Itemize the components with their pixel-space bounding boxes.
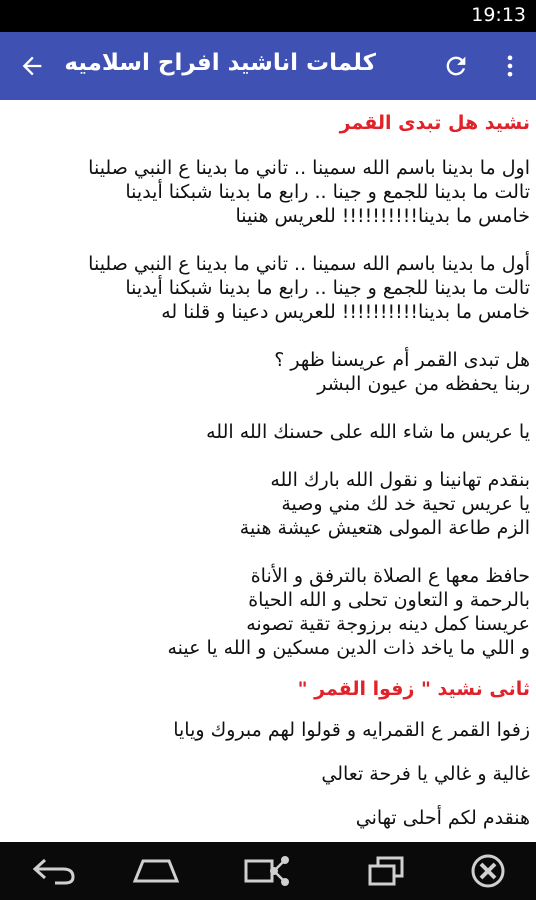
text-line: هنقدم لكم أحلى تهاني [355, 807, 530, 829]
refresh-button[interactable] [432, 42, 480, 90]
more-vert-icon [496, 52, 524, 80]
recents-icon [366, 855, 406, 887]
nav-home-button[interactable] [128, 848, 184, 894]
nav-share-button[interactable] [240, 848, 296, 894]
paragraph [6, 806, 530, 830]
text-line: ربنا يحفظه من عيون البشر [317, 373, 530, 395]
section-heading: ثانى نشيد " زفوا القمر " [297, 678, 530, 700]
nav-back-icon [31, 856, 77, 886]
share-icon [244, 855, 292, 887]
text-line: بنقدم تهانينا و نقول الله بارك الله [270, 469, 530, 491]
text-line: يا عريس تحية خد لك مني وصية [281, 493, 530, 515]
status-bar [0, 0, 536, 32]
content-area[interactable] [0, 100, 536, 842]
nav-home-icon [131, 857, 181, 885]
text-line: عريسنا كمل دينه برزوجة تقية تصونه [246, 613, 530, 635]
navigation-bar [0, 842, 536, 900]
paragraph [6, 252, 530, 324]
text-line: تالت ما بدينا للجمع و جينا .. رابع ما بدينا شبكنا أيدينا [125, 181, 530, 203]
refresh-icon [442, 52, 470, 80]
app-bar [0, 32, 536, 100]
text-line: حافظ معها ع الصلاة بالترفق و الأناة [250, 565, 530, 587]
text-line: يا عريس ما شاء الله على حسنك الله الله [206, 421, 530, 443]
text-line: بالرحمة و التعاون تحلى و الله الحياة [248, 589, 530, 611]
paragraph [6, 420, 530, 444]
text-line: خامس ما بدينا!!!!!!!!!! للعريس هنينا [235, 205, 530, 227]
text-line: غالية و غالي يا فرحة تعالي [321, 763, 530, 785]
nav-recents-button[interactable] [358, 848, 414, 894]
paragraph [6, 156, 530, 228]
paragraph [6, 564, 530, 660]
text-line: هل تبدى القمر أم عريسنا ظهر ؟ [274, 349, 530, 371]
close-circle-icon [470, 853, 506, 889]
text-line: أول ما بدينا باسم الله سمينا .. تاني ما بدينا ع النبي صلينا [88, 253, 530, 275]
text-line: الزم طاعة المولى هتعيش عيشة هنية [239, 517, 530, 539]
more-options-button[interactable] [486, 42, 534, 90]
text-line: زفوا القمر ع القمرايه و قولوا لهم مبروك ويايا [173, 719, 530, 741]
nav-close-button[interactable] [460, 848, 516, 894]
text-line: و اللي ما ياخد ذات الدين مسكين و الله يا عينه [167, 637, 530, 659]
page-title: كلمات اناشيد افراح اسلاميه [64, 50, 376, 76]
text-line: خامس ما بدينا!!!!!!!!!! للعريس دعينا و قلنا له [161, 301, 530, 323]
arrow-back-icon [18, 52, 46, 80]
nav-back-button[interactable] [26, 848, 82, 894]
section-heading: نشيد هل تبدى القمر [339, 112, 530, 134]
paragraph [6, 718, 530, 742]
status-time: 19:13 [471, 4, 526, 26]
paragraph [6, 762, 530, 786]
text-line: تالت ما بدينا للجمع و جينا .. رابع ما بدينا شبكنا أيدينا [125, 277, 530, 299]
paragraph [6, 468, 530, 540]
text-line: اول ما بدينا باسم الله سمينا .. تاني ما بدينا ع النبي صلينا [88, 157, 530, 179]
back-button[interactable] [8, 42, 56, 90]
paragraph [6, 348, 530, 396]
